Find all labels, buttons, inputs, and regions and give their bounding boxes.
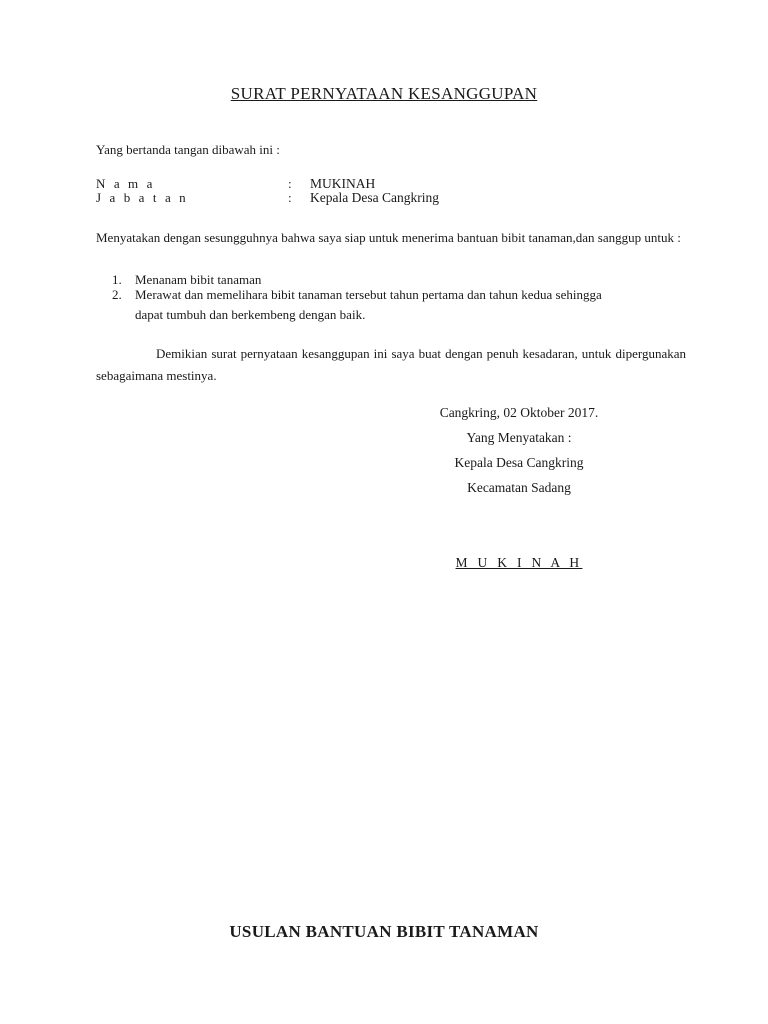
signatory-name: M U K I N A H xyxy=(455,555,583,570)
list-item-text: Merawat dan memelihara bibit tanaman tersebut tahun pertama dan tahun kedua sehingga xyxy=(135,287,602,302)
position-colon: : xyxy=(288,190,292,205)
signatory-district: Kecamatan Sadang xyxy=(467,480,571,495)
list-number: 2. xyxy=(112,287,122,302)
position-value: Kepala Desa Cangkring xyxy=(310,190,439,205)
list-item-continuation: dapat tumbuh dan berkembeng dengan baik. xyxy=(135,307,366,322)
closing-paragraph: Demikian surat pernyataan kesanggupan ini saya buat dengan penuh kesadaran, untuk dipergunakan sebagaimana mestinya. xyxy=(96,346,686,383)
signatory-position: Kepala Desa Cangkring xyxy=(454,455,584,470)
document-title: SURAT PERNYATAAN KESANGGUPAN xyxy=(230,84,538,103)
statement-paragraph: Menyatakan dengan sesungguhnya bahwa saya siap untuk menerima bantuan bibit tanaman,dan sanggup untuk : xyxy=(96,230,681,245)
list-item-text: Menanam bibit tanaman xyxy=(135,272,262,287)
position-label: J a b a t a n xyxy=(96,190,189,205)
place-date: Cangkring, 02 Oktober 2017. xyxy=(439,405,599,420)
next-section-title: USULAN BANTUAN BIBIT TANAMAN xyxy=(229,922,539,941)
name-colon: : xyxy=(288,176,292,191)
list-number: 1. xyxy=(112,272,122,287)
name-value: MUKINAH xyxy=(310,176,376,191)
intro-line: Yang bertanda tangan dibawah ini : xyxy=(96,142,280,157)
name-label: N a m a xyxy=(96,176,155,191)
signatory-role: Yang Menyatakan : xyxy=(466,430,572,445)
